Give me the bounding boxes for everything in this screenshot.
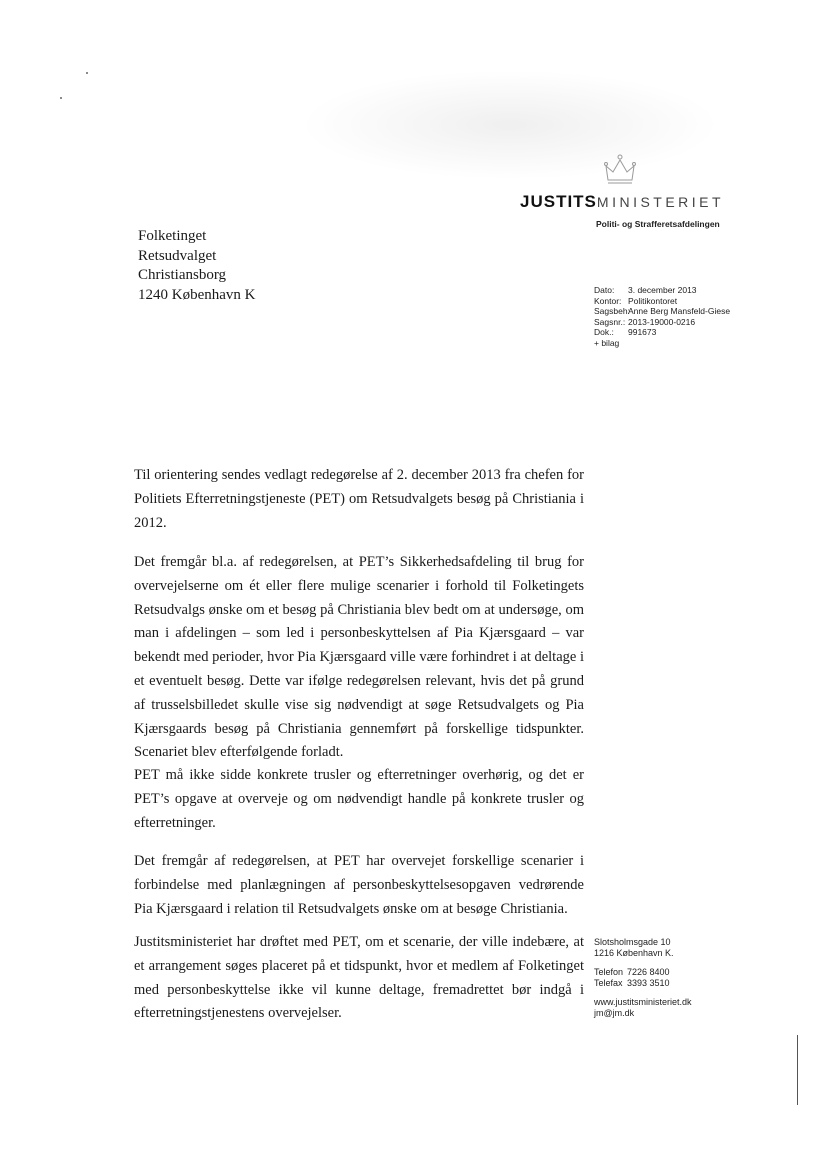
meta-sagsbeh — [594, 306, 736, 317]
body-paragraph: Justitsministeriet har drøftet med PET, om et scenarie, der ville indebære, at et arrangement søges placeret på et tidspunkt, hvor et medlem af Folketinget med personbeskyttelse ikke vil kunne deltage, fremadrettet bør indgå i efterretningstjenestens overvejelser. — [134, 934, 584, 1022]
logo-bold: JUSTITS — [520, 192, 597, 211]
telefax-value: 3393 3510 — [627, 978, 670, 988]
scan-edge-line — [797, 1035, 798, 1105]
meta-kontor — [594, 296, 736, 307]
recipient-line: Retsudvalget — [138, 247, 217, 264]
crown-icon — [600, 150, 640, 190]
meta-dok — [594, 327, 736, 338]
telefon-label: Telefon — [594, 967, 624, 977]
telefon-value: 7226 8400 — [627, 967, 670, 977]
address-city: 1216 København K. — [594, 948, 674, 958]
telefax-label: Telefax — [594, 978, 623, 988]
ministry-address — [594, 937, 692, 1019]
meta-value: Anne Berg Mansfeld-Giese — [628, 306, 731, 316]
department: Politi- og Strafferetsafdelingen — [596, 219, 720, 229]
body-paragraph: Det fremgår af redegørelsen, at PET har overvejet forskellige scenarier i forbindelse med planlægningen af personbeskyttelsesopgaven vedrørende Pia Kjærsgaard i relation til Retsudvalgets ønske om at besøge Christiania. — [134, 853, 584, 917]
address-street: Slotsholmsgade 10 — [594, 937, 671, 947]
body-paragraph: PET må ikke sidde konkrete trusler og efterretninger overhørig, og det er PET’s opgave at overveje og om nødvendigt handle på konkrete trusler og efterretninger. — [134, 767, 584, 831]
meta-value: Politikontoret — [628, 295, 678, 306]
body-paragraph: Til orientering sendes vedlagt redegørelse af 2. december 2013 fra chefen for Politiets Efterretningstjeneste (PET) om Retsudvalgets besøg på Christiania i 2012. — [134, 467, 584, 531]
recipient-address — [138, 227, 255, 305]
meta-value: 2013-19000-0216 — [628, 316, 696, 327]
recipient-line: 1240 København K — [138, 286, 256, 303]
logo-light: MINISTERIET — [596, 194, 725, 210]
meta-label: Dato: — [594, 285, 615, 295]
meta-label: Sagsnr.: — [594, 316, 626, 327]
meta-label: Kontor: — [594, 295, 622, 306]
meta-label: Dok.: — [594, 327, 614, 337]
recipient-line: Folketinget — [138, 228, 207, 244]
scan-noise — [300, 70, 720, 180]
meta-value: 3. december 2013 — [628, 285, 697, 295]
scan-speck — [86, 72, 88, 74]
body-paragraph: Det fremgår bl.a. af redegørelsen, at PET’s Sikkerhedsafdeling til brug for overvejelserne om ét eller flere mulige scenarier i forhold til Folketingets Retsudvalgs ønske om et besøg på Christiania blev bedt om at undersøge, om man i afdelingen – som led i personbeskyttelsen af Pia Kjærsgaard – var bekendt med perioder, hvor Pia Kjærsgaard ville være forhindret i at deltage i et eventuelt besøg. Dette var ifølge redegørelsen relevant, hvis det på grund af trusselsbilledet skulle vise sig nødvendigt at søge Retsudvalgets og Pia Kjærsgaards besøg på Christiania gennemført på forskellige tidspunkter. Scenariet blev efterfølgende forladt. — [134, 554, 584, 761]
case-metadata — [594, 285, 736, 348]
address-telefon — [594, 967, 692, 978]
address-telefax — [594, 978, 692, 989]
ministry-logo — [520, 192, 724, 212]
meta-label: Sagsbeh: — [594, 306, 630, 316]
meta-dato — [594, 285, 736, 296]
meta-value: 991673 — [628, 327, 657, 337]
address-email: jm@jm.dk — [594, 1008, 635, 1018]
meta-sagsnr — [594, 317, 736, 328]
scan-speck — [60, 97, 62, 99]
recipient-line: Christiansborg — [138, 267, 227, 283]
meta-bilag: + bilag — [594, 337, 620, 348]
address-web: www.justitsministeriet.dk — [594, 997, 692, 1007]
